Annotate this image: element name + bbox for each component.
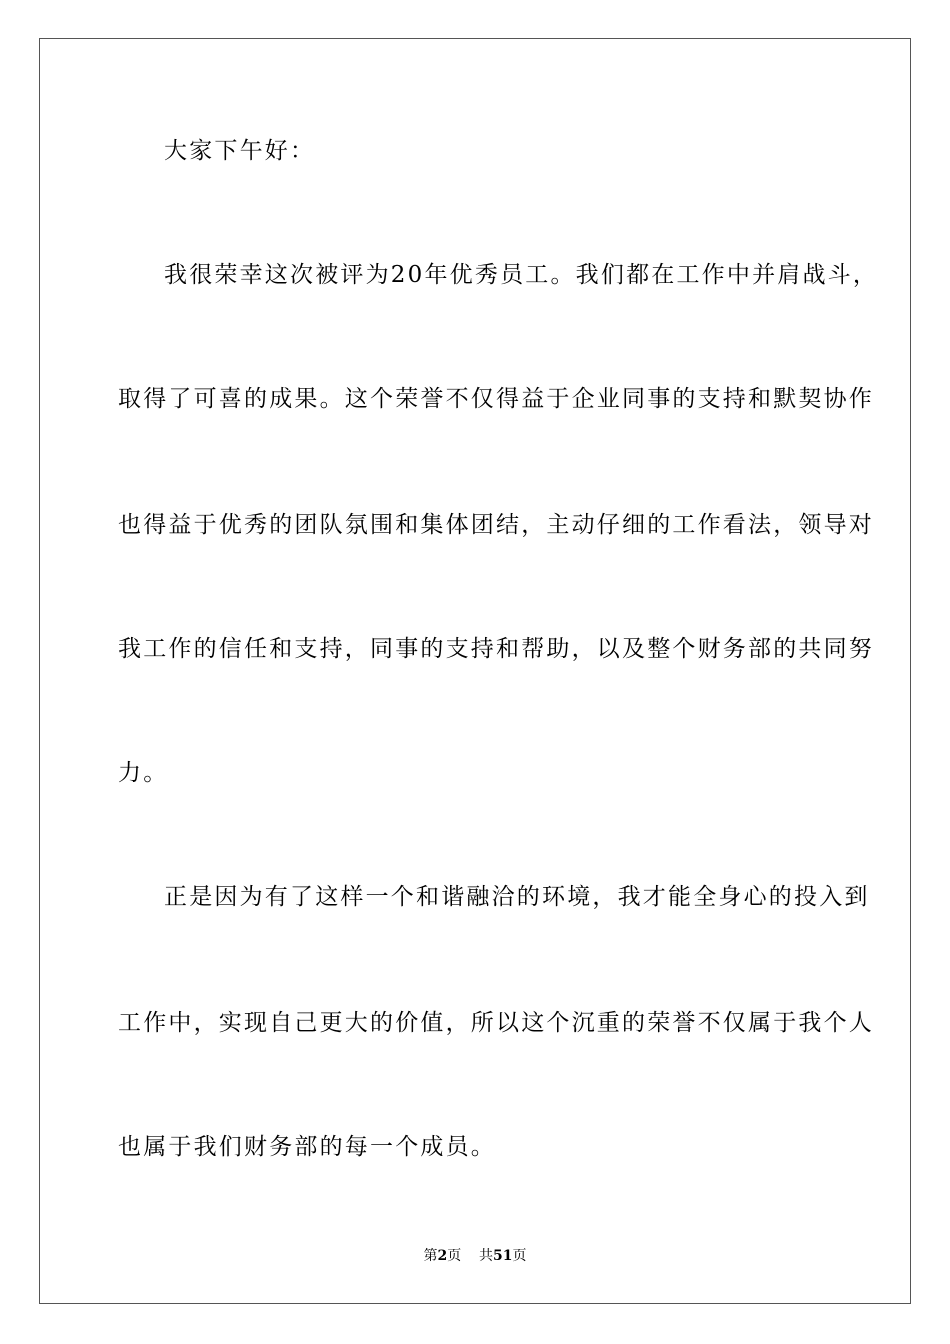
paragraph-1-line-2: 取得了可喜的成果。这个荣誉不仅得益于企业同事的支持和默契协作	[118, 386, 874, 412]
total-pages: 51	[493, 1248, 513, 1264]
paragraph-1-line-1: 我很荣幸这次被评为20年优秀员工。我们都在工作中并肩战斗，	[164, 262, 879, 288]
paragraph-2-line-2: 工作中，实现自己更大的价值，所以这个沉重的荣誉不仅属于我个人	[118, 1010, 874, 1036]
page-suffix: 页	[447, 1248, 462, 1264]
paragraph-2-line-1: 正是因为有了这样一个和谐融洽的环境，我才能全身心的投入到	[164, 884, 870, 910]
page-footer	[0, 1247, 950, 1265]
total-suffix: 页	[512, 1248, 527, 1264]
page-border	[39, 38, 911, 1304]
paragraph-1-line-3: 也得益于优秀的团队氛围和集体团结，主动仔细的工作看法，领导对	[118, 512, 874, 538]
paragraph-1-line-5: 力。	[118, 760, 169, 786]
page-number: 2	[437, 1248, 448, 1264]
greeting-line: 大家下午好：	[164, 138, 316, 164]
paragraph-1-line-4: 我工作的信任和支持，同事的支持和帮助，以及整个财务部的共同努	[118, 636, 874, 662]
page-prefix: 第	[423, 1248, 438, 1264]
paragraph-2-line-3: 也属于我们财务部的每一个成员。	[118, 1134, 496, 1160]
total-prefix: 共	[479, 1248, 494, 1264]
